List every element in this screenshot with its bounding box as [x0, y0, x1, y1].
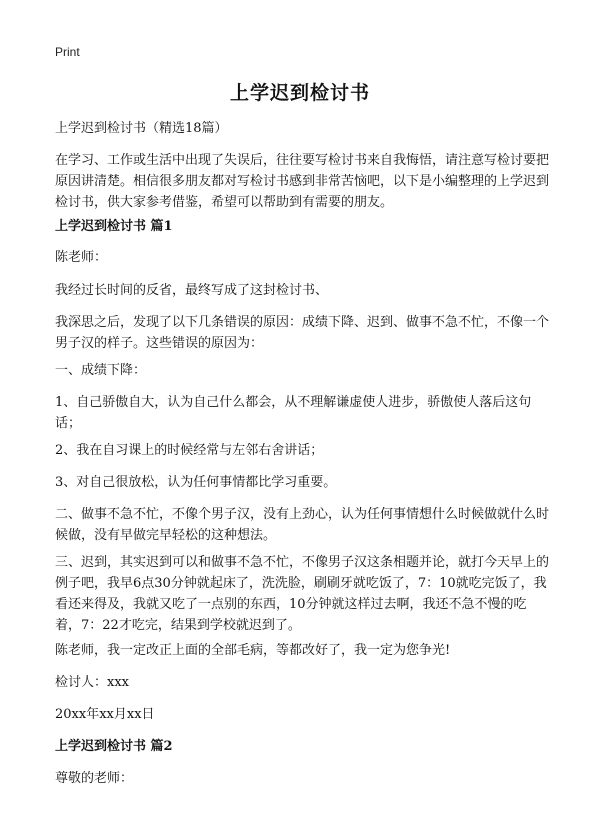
paragraph-1: 我经过长时间的反省，最终写成了这封检讨书、 — [55, 283, 329, 298]
signer-line: 检讨人：xxx — [55, 675, 129, 690]
section-2-heading: 上学迟到检讨书 篇2 — [55, 739, 173, 754]
paragraph-2: 我深思之后，发现了以下几条错误的原因：成绩下降、迟到、做事不急不忙，不像一个男子汉的样子。这些错误的原因为： — [55, 315, 550, 351]
intro-paragraph: 在学习、工作或生活中出现了失误后，往往要写检讨书来自我悔悟，请注意写检讨要把原因讲清楚。相信很多朋友都对写检讨书感到非常苦恼吧，以下是小编整理的上学迟到检讨书，供大家参考借鉴，希望可以帮助到有需要的朋友。 — [55, 153, 550, 210]
print-link[interactable]: Print — [55, 45, 80, 59]
paragraph-5: 2、我在自习课上的时候经常与左邻右舍讲话； — [55, 443, 324, 458]
paragraph-8: 三、迟到，其实迟到可以和做事不急不忙，不像男子汉这条相题并论，就打今天早上的例子吧，我早6点30分钟就起床了，洗洗脸，刷刷牙就吃饭了，7：10就吃完饭了，我看还来得及，我就又吃了一点别的东西，10分钟就这样过去啊，我还不急不慢的吃着，7：22才吃完，结果到学校就迟到了。 — [55, 555, 550, 633]
paragraph-9: 陈老师，我一定改正上面的全部毛病，等都改好了，我一定为您争光! — [55, 643, 451, 658]
document-title: 上学迟到检讨书 — [229, 82, 370, 104]
document-subtitle: 上学迟到检讨书（精选18篇） — [55, 121, 228, 136]
section-1-heading: 上学迟到检讨书 篇1 — [55, 219, 173, 234]
paragraph-7: 二、做事不急不忙，不像个男子汉，没有上劲心，认为任何事情想什么时候做就什么时候做，没有早做完早轻松的这种想法。 — [55, 507, 550, 543]
date-line: 20xx年xx月xx日 — [55, 707, 155, 722]
paragraph-6: 3、对自己很放松，认为任何事情都比学习重要。 — [55, 475, 337, 490]
paragraph-4: 1、自己骄傲自大，认为自己什么都会，从不理解谦虚使人进步，骄傲使人落后这句话； — [55, 395, 532, 431]
paragraph-3: 一、成绩下降： — [55, 363, 147, 378]
salutation-2: 尊敬的老师： — [55, 771, 134, 786]
salutation-1: 陈老师： — [55, 250, 108, 265]
